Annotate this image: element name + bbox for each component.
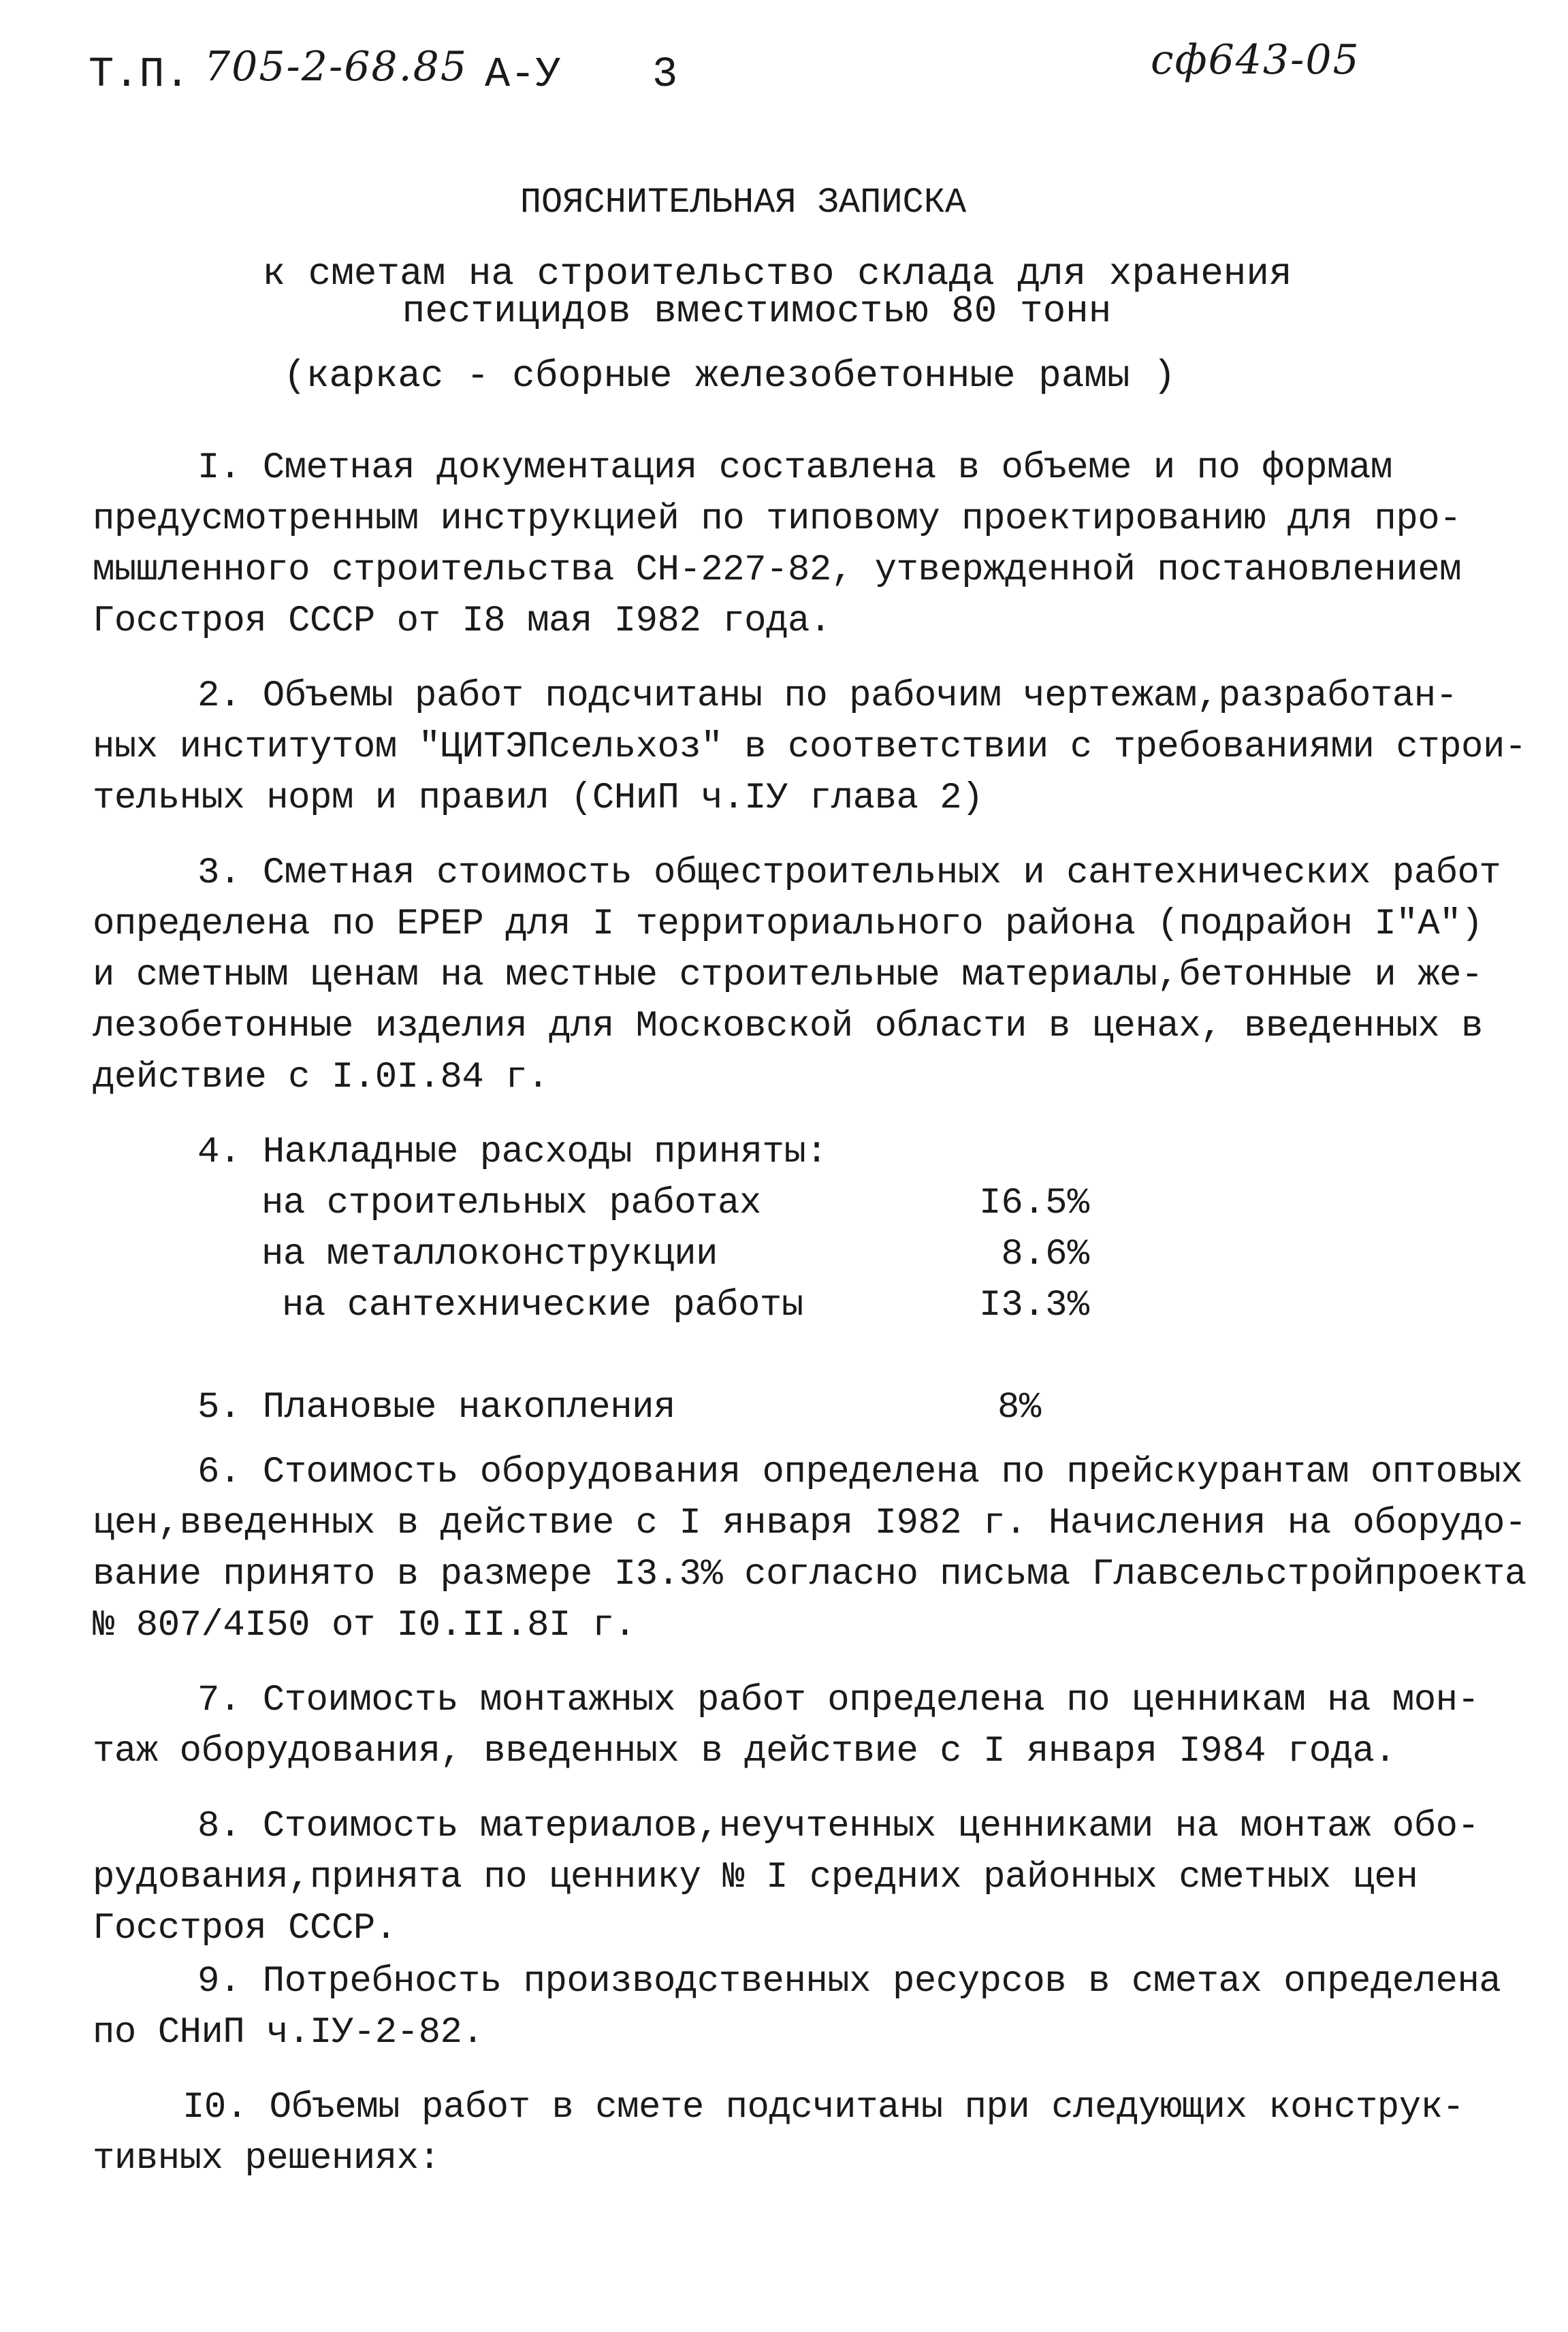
paragraph-10-line-2: тивных решениях: [93, 2138, 441, 2179]
paragraph-6-line-1: 6. Стоимость оборудования определена по прейскурантам оптовых [197, 1452, 1523, 1493]
paragraph-5-label: 5. Плановые накопления [197, 1387, 675, 1428]
paragraph-9-line-1: 9. Потребность производственных ресурсов в сметах определена [197, 1961, 1501, 2002]
overhead-row-label: на сантехнические работы [282, 1285, 803, 1326]
paragraph-3-line-2: определена по ЕРЕР для I территориального района (подрайон I"А") [93, 904, 1483, 945]
header-album: А-У [485, 50, 561, 99]
paragraph-3-line-4: лезобетонные изделия для Московской области в ценах, введенных в [93, 1006, 1483, 1047]
subtitle-line-1: к сметам на строительство склада для хранения [262, 252, 1292, 296]
subtitle-line-3: (каркас - сборные железобетонные рамы ) [283, 354, 1176, 398]
paragraph-2-line-1: 2. Объемы работ подсчитаны по рабочим чертежам,разработан- [197, 675, 1458, 717]
paragraph-6-line-3: вание принято в размере I3.3% согласно письма Главсельстройпроекта [93, 1554, 1526, 1595]
paragraph-1-line-2: предусмотренным инструкцией по типовому проектированию для про- [93, 498, 1462, 540]
paragraph-6-line-2: цен,введенных в действие с I января I982 г. Начисления на оборудо- [93, 1503, 1526, 1544]
paragraph-8-line-1: 8. Стоимость материалов,неучтенных ценниками на монтаж обо- [197, 1806, 1479, 1847]
header-tp-label: Т.П. [89, 50, 190, 99]
paragraph-1-line-3: мышленного строительства СН-227-82, утвержденной постановлением [93, 549, 1462, 591]
paragraph-5-value: 8% [997, 1387, 1041, 1428]
paragraph-3-line-5: действие с I.0I.84 г. [93, 1057, 549, 1098]
document-heading: ПОЯСНИТЕЛЬНАЯ ЗАПИСКА [519, 182, 967, 223]
overhead-row-value: I6.5% [978, 1183, 1089, 1224]
paragraph-7-line-2: таж оборудования, введенных в действие с I января I984 года. [93, 1731, 1396, 1772]
subtitle-line-2: пестицидов вместимостью 80 тонн [402, 289, 1112, 333]
paragraph-10-line-1: I0. Объемы работ в смете подсчитаны при следующих конструк- [182, 2087, 1465, 2128]
paragraph-1-line-1: I. Сметная документация составлена в объеме и по формам [197, 447, 1392, 489]
paragraph-3-line-1: 3. Сметная стоимость общестроительных и сантехнических работ [197, 852, 1501, 894]
paragraph-4-intro: 4. Накладные расходы приняты: [197, 1132, 828, 1173]
header-page-number: 3 [652, 50, 678, 99]
header-archive-code: сф643-05 [1151, 36, 1360, 84]
paragraph-8-line-2: рудования,принята по ценнику № I средних районных сметных цен [93, 1857, 1418, 1898]
header-project-code: 705-2-68.85 [204, 43, 468, 91]
paragraph-1-line-4: Госстроя СССР от I8 мая I982 года. [93, 601, 831, 642]
paragraph-7-line-1: 7. Стоимость монтажных работ определена по ценникам на мон- [197, 1680, 1479, 1721]
overhead-row-label: на металлоконструкции [261, 1234, 718, 1275]
paragraph-2-line-3: тельных норм и правил (СНиП ч.IУ глава 2) [93, 778, 984, 819]
overhead-row-value: 8.6% [1001, 1234, 1089, 1275]
paragraph-9-line-2: по СНиП ч.IУ-2-82. [93, 2012, 484, 2054]
paragraph-2-line-2: ных институтом "ЦИТЭПсельхоз" в соответствии с требованиями строи- [93, 726, 1526, 768]
overhead-row-label: на строительных работах [261, 1183, 761, 1224]
paragraph-6-line-4: № 807/4I50 от I0.II.8I г. [93, 1605, 636, 1646]
overhead-row-value: I3.3% [978, 1285, 1089, 1326]
paragraph-8-line-3: Госстроя СССР. [93, 1908, 397, 1949]
paragraph-3-line-3: и сметным ценам на местные строительные материалы,бетонные и же- [93, 955, 1483, 996]
